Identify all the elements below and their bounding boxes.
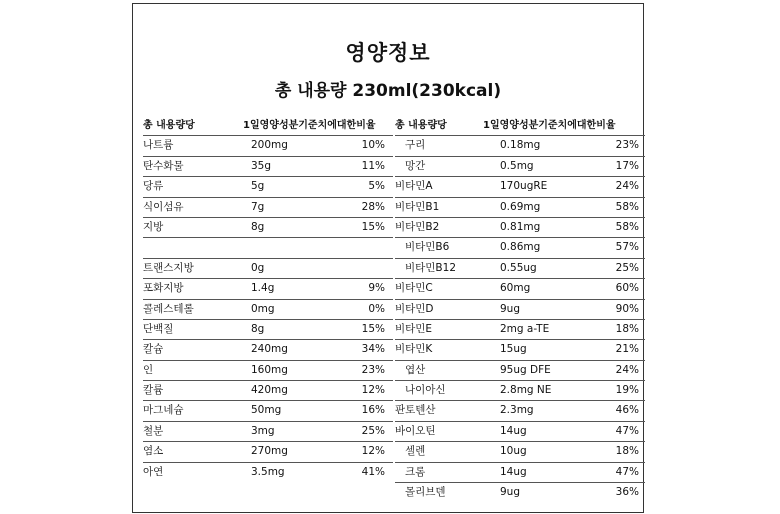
nutrient-amount: 95ug DFE [500, 363, 551, 376]
right-nutrient-row [395, 198, 645, 218]
left-nutrient-row [143, 238, 393, 258]
nutrient-amount: 270mg [251, 445, 288, 458]
nutrition-facts-panel [132, 3, 644, 513]
nutrient-percent: 18% [615, 322, 639, 335]
nutrient-percent: 34% [361, 343, 385, 356]
nutrient-name: 엽산 [405, 363, 426, 376]
nutrient-amount: 35g [251, 159, 272, 172]
right-nutrient-row [395, 259, 645, 279]
nutrient-name: 마그네슘 [143, 404, 184, 417]
left-nutrient-column [143, 116, 393, 482]
right-nutrient-row [395, 279, 645, 299]
right-header-name: 총 내용량당 [395, 120, 447, 131]
right-nutrient-row [395, 422, 645, 442]
nutrient-amount: 8g [251, 322, 265, 335]
nutrient-amount: 3.5mg [251, 465, 285, 478]
nutrient-name: 비타민A [395, 180, 433, 193]
nutrient-amount: 0.5mg [500, 159, 534, 172]
right-nutrient-row [395, 401, 645, 421]
nutrient-name: 염소 [143, 445, 164, 458]
left-nutrient-row [143, 340, 393, 360]
nutrient-percent: 47% [615, 465, 639, 478]
nutrient-amount: 8g [251, 220, 265, 233]
nutrient-amount: 240mg [251, 343, 288, 356]
nutrient-amount: 170ugRE [500, 180, 548, 193]
nutrient-percent: 36% [615, 486, 639, 499]
nutrient-name: 비타민C [395, 282, 433, 295]
nutrient-name: 식이섬유 [143, 200, 184, 213]
right-nutrient-row [395, 238, 645, 258]
nutrient-name: 비타민K [395, 343, 433, 356]
left-header-pct: 1일영양성분기준치에대한비율 [243, 120, 376, 131]
nutrient-name: 비타민B1 [395, 200, 440, 213]
left-nutrient-row [143, 259, 393, 279]
nutrient-amount: 50mg [251, 404, 282, 417]
nutrient-percent: 58% [615, 220, 639, 233]
nutrient-percent: 25% [361, 424, 385, 437]
right-nutrient-row [395, 381, 645, 401]
right-nutrient-row [395, 463, 645, 483]
right-nutrient-row [395, 300, 645, 320]
nutrient-amount: 9ug [500, 486, 521, 499]
nutrient-amount: 0g [251, 261, 265, 274]
nutrient-name: 바이오틴 [395, 424, 436, 437]
nutrient-name: 아연 [143, 465, 164, 478]
nutrient-name: 비타민B6 [405, 241, 450, 254]
nutrient-percent: 16% [361, 404, 385, 417]
left-nutrient-row [143, 177, 393, 197]
nutrient-percent: 12% [361, 384, 385, 397]
nutrient-name: 단백질 [143, 322, 174, 335]
nutrient-percent: 28% [361, 200, 385, 213]
left-nutrient-row [143, 300, 393, 320]
nutrient-percent: 23% [615, 139, 639, 152]
nutrient-percent: 12% [361, 445, 385, 458]
nutrient-name: 콜레스테롤 [143, 302, 194, 315]
left-header-row [143, 116, 393, 136]
nutrient-amount: 420mg [251, 384, 288, 397]
left-rows [143, 136, 393, 482]
right-nutrient-row [395, 320, 645, 340]
nutrient-name: 지방 [143, 220, 164, 233]
nutrient-amount: 0.81mg [500, 220, 541, 233]
nutrient-percent: 19% [615, 384, 639, 397]
nutrient-amount: 15ug [500, 343, 527, 356]
nutrient-percent: 5% [368, 180, 385, 193]
left-nutrient-row [143, 361, 393, 381]
nutrient-amount: 2.8mg NE [500, 384, 552, 397]
nutrient-amount: 200mg [251, 139, 288, 152]
nutrient-name: 비타민D [395, 302, 434, 315]
nutrient-name: 트랜스지방 [143, 261, 194, 274]
left-nutrient-row [143, 198, 393, 218]
right-nutrient-column [395, 116, 645, 502]
right-nutrient-row [395, 218, 645, 238]
nutrient-percent: 90% [615, 302, 639, 315]
nutrient-percent: 10% [361, 139, 385, 152]
nutrient-percent: 11% [361, 159, 385, 172]
right-header-row [395, 116, 645, 136]
nutrient-name: 비타민E [395, 322, 433, 335]
nutrient-amount: 14ug [500, 465, 527, 478]
nutrient-percent: 46% [615, 404, 639, 417]
nutrient-name: 나이아신 [405, 384, 446, 397]
left-nutrient-row [143, 136, 393, 156]
nutrient-percent: 23% [361, 363, 385, 376]
right-nutrient-row [395, 136, 645, 156]
nutrient-percent: 15% [361, 322, 385, 335]
left-nutrient-row [143, 422, 393, 442]
nutrient-amount: 14ug [500, 424, 527, 437]
right-header-pct: 1일영양성분기준치에대한비율 [483, 120, 616, 131]
nutrient-name: 몰리브덴 [405, 486, 446, 499]
nutrient-amount: 2.3mg [500, 404, 534, 417]
nutrient-name: 칼슘 [143, 343, 164, 356]
left-nutrient-row [143, 320, 393, 340]
right-nutrient-row [395, 157, 645, 177]
nutrient-amount: 7g [251, 200, 265, 213]
nutrient-amount: 0.86mg [500, 241, 541, 254]
nutrient-amount: 0mg [251, 302, 275, 315]
nutrient-percent: 24% [615, 363, 639, 376]
nutrient-name: 비타민B12 [405, 261, 456, 274]
nutrition-title: 영양정보 [345, 41, 431, 65]
nutrient-amount: 10ug [500, 445, 527, 458]
nutrient-percent: 41% [361, 465, 385, 478]
left-nutrient-row [143, 401, 393, 421]
nutrient-amount: 0.55ug [500, 261, 537, 274]
nutrient-percent: 47% [615, 424, 639, 437]
right-nutrient-row [395, 177, 645, 197]
left-nutrient-row [143, 279, 393, 299]
nutrient-amount: 0.69mg [500, 200, 541, 213]
nutrient-percent: 60% [615, 282, 639, 295]
nutrient-percent: 17% [615, 159, 639, 172]
right-nutrient-row [395, 340, 645, 360]
nutrient-percent: 15% [361, 220, 385, 233]
right-nutrient-row [395, 361, 645, 381]
left-header-name: 총 내용량당 [143, 120, 195, 131]
nutrient-amount: 9ug [500, 302, 521, 315]
nutrient-name: 망간 [405, 159, 426, 172]
nutrient-percent: 9% [368, 282, 385, 295]
nutrient-name: 구리 [405, 139, 426, 152]
nutrient-percent: 18% [615, 445, 639, 458]
left-nutrient-row [143, 157, 393, 177]
left-nutrient-row [143, 381, 393, 401]
nutrient-amount: 160mg [251, 363, 288, 376]
left-nutrient-row [143, 463, 393, 482]
nutrient-name: 철분 [143, 424, 164, 437]
nutrient-amount: 0.18mg [500, 139, 541, 152]
nutrient-percent: 58% [615, 200, 639, 213]
nutrient-amount: 5g [251, 180, 265, 193]
nutrient-name: 탄수화물 [143, 159, 184, 172]
left-nutrient-row [143, 442, 393, 462]
right-nutrient-row [395, 442, 645, 462]
nutrient-name: 크롬 [405, 465, 426, 478]
nutrient-name: 셀렌 [405, 445, 426, 458]
nutrient-name: 판토텐산 [395, 404, 436, 417]
nutrient-amount: 60mg [500, 282, 531, 295]
nutrient-name: 비타민B2 [395, 220, 440, 233]
nutrient-amount: 1.4g [251, 282, 275, 295]
nutrient-name: 당류 [143, 180, 164, 193]
nutrient-percent: 57% [615, 241, 639, 254]
nutrient-percent: 21% [615, 343, 639, 356]
nutrient-percent: 25% [615, 261, 639, 274]
right-rows [395, 136, 645, 502]
right-nutrient-row [395, 483, 645, 502]
nutrient-amount: 3mg [251, 424, 275, 437]
left-nutrient-row [143, 218, 393, 238]
nutrient-amount: 2mg a-TE [500, 322, 550, 335]
nutrient-name: 포화지방 [143, 282, 184, 295]
nutrient-name: 칼륨 [143, 384, 164, 397]
nutrient-percent: 0% [368, 302, 385, 315]
nutrient-percent: 24% [615, 180, 639, 193]
total-content-subtitle: 총 내용량 230ml(230kcal) [274, 81, 502, 101]
nutrient-name: 인 [143, 363, 154, 376]
nutrient-name: 나트륨 [143, 139, 174, 152]
